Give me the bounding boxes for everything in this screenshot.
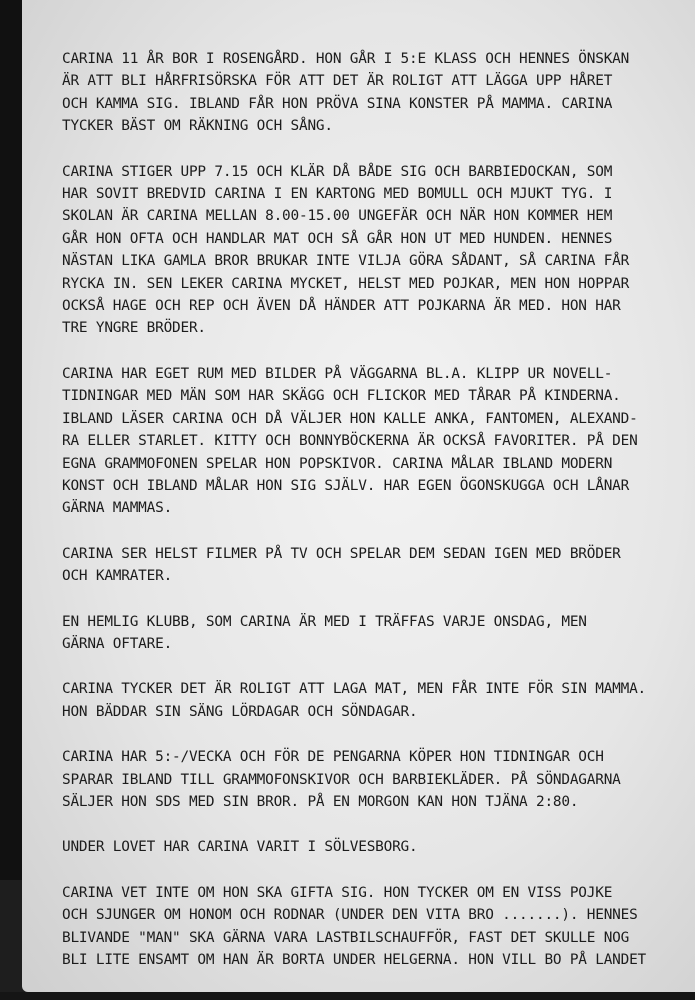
- text-line: EGNA GRAMMOFONEN SPELAR HON POPSKIVOR. CARINA MÅLAR IBLAND MODERN: [62, 455, 613, 472]
- text-line: GÄRNA OFTARE.: [62, 635, 173, 652]
- text-line: EN HEMLIG KLUBB, SOM CARINA ÄR MED I TRÄFFAS VARJE ONSDAG, MEN: [62, 613, 587, 630]
- text-line: SÄLJER HON SDS MED SIN BROR. PÅ EN MORGON KAN HON TJÄNA 2:80.: [62, 793, 579, 810]
- paragraph: [62, 611, 672, 656]
- paragraph: [62, 678, 672, 723]
- text-line: NÄSTAN LIKA GAMLA BROR BRUKAR INTE VILJA GÖRA SÅDANT, SÅ CARINA FÅR: [62, 253, 630, 270]
- paragraph: [62, 882, 672, 972]
- text-line: CARINA 11 ÅR BOR I ROSENGÅRD. HON GÅR I 5:E KLASS OCH HENNES ÖNSKAN: [62, 51, 630, 67]
- text-line: TRE YNGRE BRÖDER.: [62, 320, 206, 337]
- text-line: TYCKER BÄST OM RÄKNING OCH SÅNG.: [62, 118, 333, 135]
- text-line: CARINA HAR 5:-/VECKA OCH FÖR DE PENGARNA KÖPER HON TIDNINGAR OCH: [62, 749, 604, 766]
- text-line: BLIVANDE "MAN" SKA GÄRNA VARA LASTBILSCHAUFFÖR, FAST DET SKULLE NOG: [62, 929, 630, 946]
- paragraph: [62, 836, 672, 858]
- paragraph: [62, 543, 672, 588]
- paragraph: [62, 363, 672, 520]
- text-line: CARINA SER HELST FILMER PÅ TV OCH SPELAR DEM SEDAN IGEN MED BRÖDER: [62, 545, 621, 562]
- text-line: OCKSÅ HAGE OCH REP OCH ÄVEN DÅ HÄNDER ATT POJKARNA ÄR MED. HON HAR: [62, 298, 621, 315]
- document-body: [62, 48, 672, 994]
- paragraph: [62, 161, 672, 340]
- text-line: RA ELLER STARLET. KITTY OCH BONNYBÖCKERNA ÄR OCKSÅ FAVORITER. PÅ DEN: [62, 433, 638, 450]
- paragraph: [62, 48, 672, 138]
- text-line: TIDNINGAR MED MÄN SOM HAR SKÄGG OCH FLICKOR MED TÅRAR PÅ KINDERNA.: [62, 388, 621, 405]
- text-line: GÅR HON OFTA OCH HANDLAR MAT OCH SÅ GÅR HON UT MED HUNDEN. HENNES: [62, 230, 613, 247]
- text-line: OCH KAMRATER.: [62, 568, 173, 585]
- text-line: CARINA HAR EGET RUM MED BILDER PÅ VÄGGARNA BL.A. KLIPP UR NOVELL-: [62, 365, 613, 382]
- text-line: CARINA VET INTE OM HON SKA GIFTA SIG. HON TYCKER OM EN VISS POJKE: [62, 884, 613, 901]
- text-line: ÄR ATT BLI HÅRFRISÖRSKA FÖR ATT DET ÄR ROLIGT ATT LÄGGA UPP HÅRET: [62, 73, 613, 90]
- text-line: RYCKA IN. SEN LEKER CARINA MYCKET, HELST MED POJKAR, MEN HON HOPPAR: [62, 275, 630, 292]
- text-line: SKOLAN ÄR CARINA MELLAN 8.00-15.00 UNGEFÄR OCH NÄR HON KOMMER HEM: [62, 208, 613, 225]
- text-line: GÄRNA MAMMAS.: [62, 500, 173, 517]
- text-line: UNDER LOVET HAR CARINA VARIT I SÖLVESBORG.: [62, 839, 418, 856]
- text-line: CARINA STIGER UPP 7.15 OCH KLÄR DÅ BÅDE SIG OCH BARBIEDOCKAN, SOM: [62, 163, 613, 180]
- text-line: KONST OCH IBLAND MÅLAR HON SIG SJÄLV. HAR EGEN ÖGONSKUGGA OCH LÅNAR: [62, 477, 630, 494]
- paragraph: [62, 746, 672, 813]
- text-line: BLI LITE ENSAMT OM HAN ÄR BORTA UNDER HELGERNA. HON VILL BO PÅ LANDET: [62, 952, 647, 968]
- text-line: HAR SOVIT BREDVID CARINA I EN KARTONG MED BOMULL OCH MJUKT TYG. I: [62, 186, 613, 203]
- text-line: CARINA TYCKER DET ÄR ROLIGT ATT LAGA MAT, MEN FÅR INTE FÖR SIN MAMMA.: [62, 681, 647, 698]
- text-line: OCH SJUNGER OM HONOM OCH RODNAR (UNDER DEN VITA BRO .......). HENNES: [62, 907, 638, 924]
- text-line: HON BÄDDAR SIN SÄNG LÖRDAGAR OCH SÖNDAGAR.: [62, 703, 418, 720]
- text-line: SPARAR IBLAND TILL GRAMMOFONSKIVOR OCH BARBIEKLÄDER. PÅ SÖNDAGARNA: [62, 771, 621, 788]
- text-line: OCH KAMMA SIG. IBLAND FÅR HON PRÖVA SINA KONSTER PÅ MAMMA. CARINA: [62, 95, 613, 112]
- text-line: IBLAND LÄSER CARINA OCH DÅ VÄLJER HON KALLE ANKA, FANTOMEN, ALEXAND-: [62, 410, 638, 427]
